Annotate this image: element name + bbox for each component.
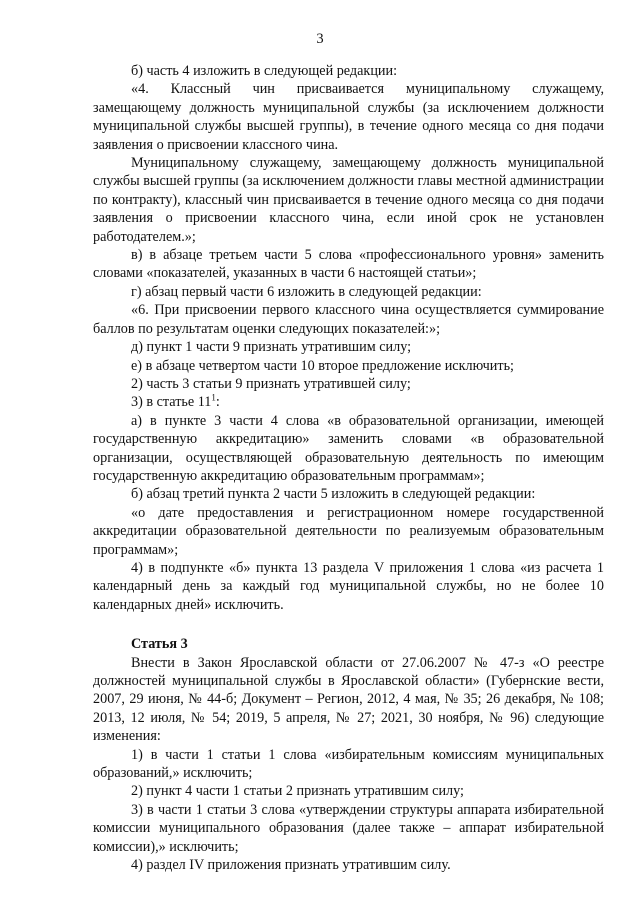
page-number: 3 (316, 31, 324, 47)
paragraph: е) в абзаце четвертом части 10 второе предложение исключить; (131, 357, 514, 374)
paragraph: б) часть 4 изложить в следующей редакции: (131, 63, 398, 79)
paragraph: «6. При присвоении первого классного чина осуществляется суммирование баллов по результатам оценки следующих показателей:»; (93, 302, 604, 337)
paragraph: 4) раздел IV приложения признать утратившим силу. (131, 857, 451, 874)
paragraph: 1) в части 1 статьи 1 слова «избирательным комиссиям муниципальных образований,» исключить; (93, 746, 604, 782)
paragraph: б) абзац третий пункта 2 части 5 изложить в следующей редакции: (131, 486, 536, 503)
document-body (93, 62, 604, 874)
item3-tail: : (215, 394, 220, 411)
paragraph: 2) часть 3 статьи 9 признать утратившей силу; (131, 375, 411, 392)
paragraph: а) в пункте 3 части 4 слова «в образовательной организации, имеющей государственную аккредитацию» заменить словами «в образовательной организации, осуществляющей образовательную деятельность по имеющим государственную аккредитацию образовательным программам»; (93, 412, 604, 484)
paragraph: Муниципальному служащему, замещающему должность муниципальной службы высшей группы (за исключением должности главы местной администрации по контракту), классный чин присваивается в течение одного месяца со дня подачи заявления о присвоении классного чина, если иной срок не установлен работодателем.»; (93, 155, 604, 245)
item3-text: 3) в статье 11 (131, 394, 212, 411)
article-heading: Статья 3 (131, 636, 188, 653)
item3-superscript: 1 (211, 392, 216, 403)
section-gap (93, 614, 604, 635)
paragraph: 4) в подпункте «б» пункта 13 раздела V приложения 1 слова «из расчета 1 календарный день за каждый год муниципальной службы, но не более 10 календарных дней» исключить. (93, 559, 604, 613)
paragraph: Внести в Закон Ярославской области от 27.06.2007 № 47-з «О реестре должностей муниципальной службы в Ярославской области» (Губернские вести, 2007, 29 июня, № 44-б; Документ – Регион, 2012, 4 мая, № 35; 26 декабря, № 108; 2013, 12 июля, № 54; 2019, 5 апреля, № 27; 2021, 30 ноября, № 96) следующие изменения: (93, 654, 604, 745)
paragraph: «4. Классный чин присваивается муниципальному служащему, замещающему должность муниципальной службы (за исключением должности муниципальной службы высшей группы), в течение одного месяца со дня подачи заявления о присвоении классного чина. (93, 81, 604, 153)
paragraph: г) абзац первый части 6 изложить в следующей редакции: (131, 283, 482, 300)
paragraph: д) пункт 1 части 9 признать утратившим силу; (131, 339, 412, 356)
paragraph-item-3 (93, 393, 604, 411)
paragraph: 2) пункт 4 части 1 статьи 2 признать утратившим силу; (131, 783, 464, 800)
paragraph: «о дате предоставления и регистрационном номере государственной аккредитации образовательной деятельности по реализуемым образовательным программам»; (93, 504, 604, 558)
paragraph: 3) в части 1 статьи 3 слова «утверждении структуры аппарата избирательной комиссии муниципального образования (далее также – аппарат избирательной комиссии),» исключить; (93, 801, 604, 855)
paragraph: в) в абзаце третьем части 5 слова «профессионального уровня» заменить словами «показателей, указанных в части 6 настоящей статьи»; (93, 247, 604, 282)
